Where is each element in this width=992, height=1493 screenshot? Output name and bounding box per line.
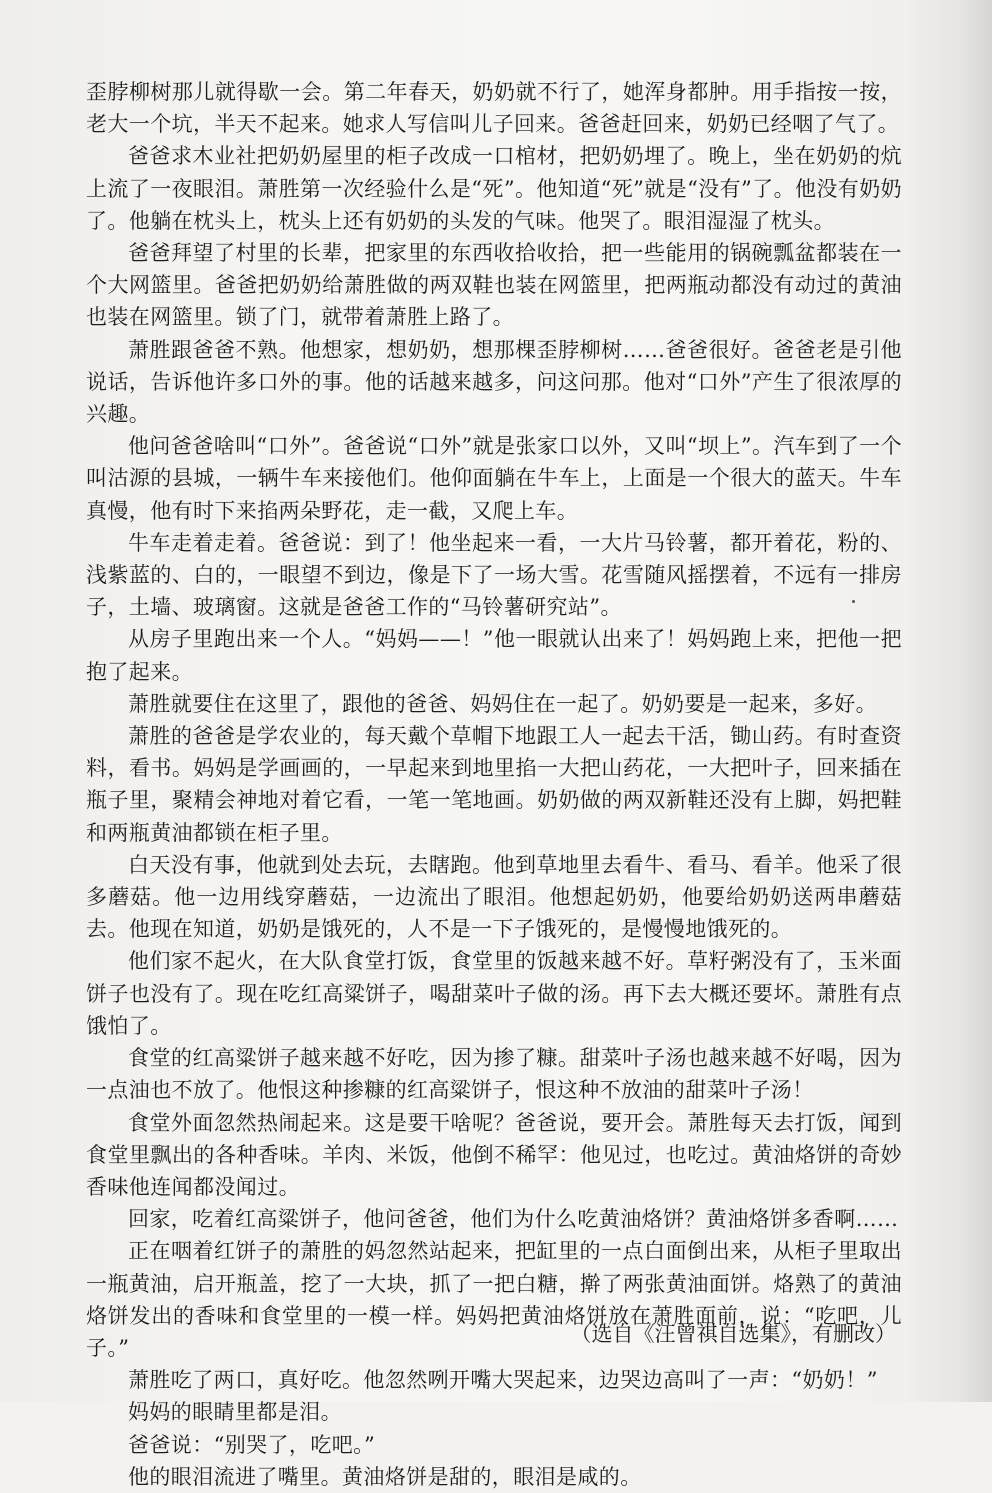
paragraph: 爸爸求木业社把奶奶屋里的柜子改成一口棺材，把奶奶埋了。晚上，坐在奶奶的炕上流了一夜眼泪。萧胜第一次经验什么是“死”。他知道“死”就是“没有”了。他没有奶奶了。他躺在枕头上，枕头上还有奶奶的头发的气味。他哭了。眼泪湿湿了枕头。 [86,144,902,233]
paragraph: 萧胜吃了两口，真好吃。他忽然咧开嘴大哭起来，边哭边高叫了一声：“奶奶！” [128,1368,878,1393]
paragraph: 萧胜就要住在这里了，跟他的爸爸、妈妈住在一起了。奶奶要是一起来，多好。 [128,691,877,716]
scan-speck [852,600,855,603]
paragraph: 萧胜的爸爸是学农业的，每天戴个草帽下地跟工人一起去干活，锄山药。有时查资料，看书。妈妈是学画画的，一早起来到地里掐一大把山药花，一大把叶子，回来插在瓶子里，聚精会神地对着它看，一笔一笔地画。奶奶做的两双新鞋还没有上脚，妈把鞋和两瓶黄油都锁在柜子里。 [86,724,902,845]
paragraph: 白天没有事，他就到处去玩，去瞎跑。他到草地里去看牛、看马、看羊。他采了很多蘑菇。他一边用线穿蘑菇，一边流出了眼泪。他想起奶奶，他要给奶奶送两串蘑菇去。他现在知道，奶奶是饿死的，人不是一下子饿死的，是慢慢地饿死的。 [86,852,902,942]
paragraph: 从房子里跑出来一个人。“妈妈——！”他一眼就认出来了！妈妈跑上来，把他一把抱了起来。 [86,627,902,684]
source-citation: （选自《汪曾祺自选集》，有删改） [570,1322,896,1346]
paragraph: 回家，吃着红高粱饼子，他问爸爸，他们为什么吃黄油烙饼？黄油烙饼多香啊…… [128,1207,899,1232]
paragraph: 他的眼泪流进了嘴里。黄油烙饼是甜的，眼泪是咸的。 [128,1464,642,1489]
paragraph: 爸爸拜望了村里的长辈，把家里的东西收拾收拾，把一些能用的锅碗瓢盆都装在一个大网篮里。爸爸把奶奶给萧胜做的两双鞋也装在网篮里，把两瓶动都没有动过的黄油也装在网篮里。锁了门，就带着萧胜上路了。 [86,241,902,330]
paragraph: 歪脖柳树那儿就得歇一会。第二年春天，奶奶就不行了，她浑身都肿。用手指按一按，老大一个坑，半天不起来。她求人写信叫儿子回来。爸爸赶回来，奶奶已经咽了气了。 [86,80,902,137]
paragraph: 他们家不起火，在大队食堂打饭，食堂里的饭越来越不好。草籽粥没有了，玉米面饼子也没有了。现在吃红高粱饼子，喝甜菜叶子做的汤。再下去大概还要坏。萧胜有点饿怕了。 [86,949,902,1038]
paragraph: 食堂外面忽然热闹起来。这是要干啥呢？爸爸说，要开会。萧胜每天去打饭，闻到食堂里飘出的各种香味。羊肉、米饭，他倒不稀罕：他见过，也吃过。黄油烙饼的奇妙香味他连闻都没闻过。 [86,1110,902,1199]
paragraph: 爸爸说：“别哭了，吃吧。” [128,1432,376,1457]
paragraph: 正在咽着红饼子的萧胜的妈忽然站起来，把缸里的一点白面倒出来，从柜子里取出一瓶黄油，启开瓶盖，挖了一大块，抓了一把白糖，擀了两张黄油面饼。烙熟了的黄油烙饼发出的香味和食堂里的一模一样。妈妈把黄油烙饼放在萧胜面前，说：“吃吧，儿子。” [86,1239,902,1360]
paragraph: 食堂的红高粱饼子越来越不好吃，因为掺了糠。甜菜叶子汤也越来越不好喝，因为一点油也不放了。他恨这种掺糠的红高粱饼子，恨这种不放油的甜菜叶子汤！ [86,1046,902,1103]
paragraph: 萧胜跟爸爸不熟。他想家，想奶奶，想那棵歪脖柳树……爸爸很好。爸爸老是引他说话，告诉他许多口外的事。他的话越来越多，问这问那。他对“口外”产生了很浓厚的兴趣。 [86,337,902,427]
paragraph: 他问爸爸啥叫“口外”。爸爸说“口外”就是张家口以外，又叫“坝上”。汽车到了一个叫沽源的县城，一辆牛车来接他们。他仰面躺在牛车上，上面是一个很大的蓝天。牛车真慢，他有时下来掐两朵野花，走一截，又爬上车。 [86,434,902,523]
page-edge-shadow [904,0,992,1402]
paragraph: 牛车走着走着。爸爸说：到了！他坐起来一看，一大片马铃薯，都开着花，粉的、浅紫蓝的、白的，一眼望不到边，像是下了一场大雪。花雪随风摇摆着，不远有一排房子，土墙、玻璃窗。这就是爸爸工作的“马铃薯研究站”。 [86,530,902,620]
article-body [86,76,902,1493]
paragraph: 妈妈的眼睛里都是泪。 [128,1400,342,1425]
